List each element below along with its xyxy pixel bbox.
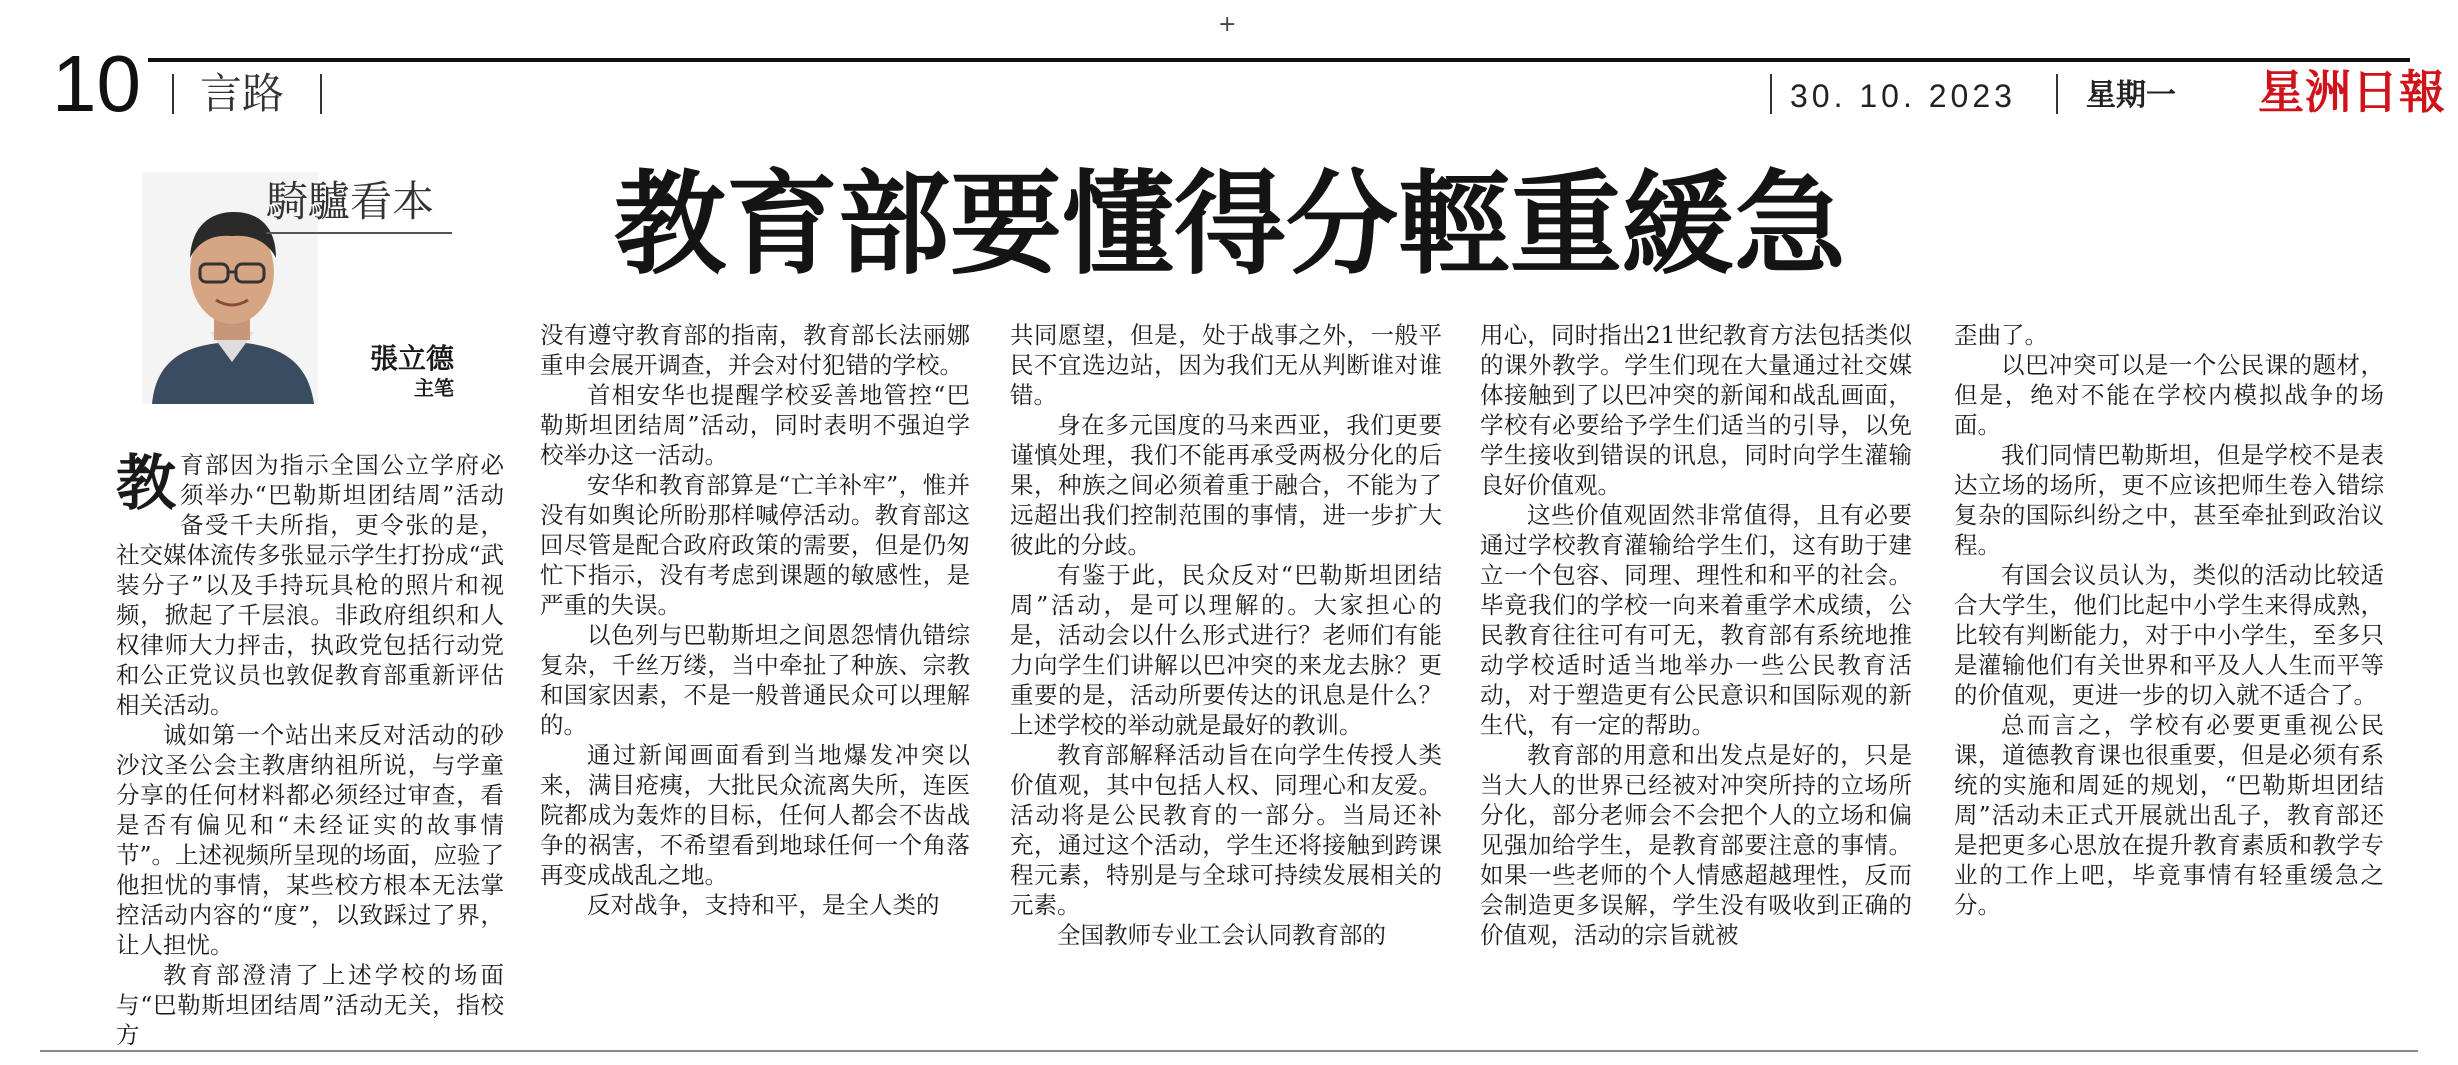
headline: 教育部要懂得分輕重緩急 bbox=[614, 159, 1846, 290]
paragraph: 以巴冲突可以是一个公民课的题材，但是，绝对不能在学校内模拟战争的场面。 bbox=[1954, 351, 2384, 439]
section-title: 言路 bbox=[200, 69, 285, 118]
article-column-5 bbox=[1954, 320, 2384, 920]
top-rule bbox=[148, 58, 2410, 62]
paragraph: 诚如第一个站出来反对活动的砂沙汶圣公会主教唐纳祖所说，与学童分享的任何材料都必须经过审查，看是否有偏见和“未经证实的故事情节”。上述视频所呈现的场面，应验了他担忧的事情，某些校方根本无法掌控活动内容的“度”，以致踩过了界，让人担忧。 bbox=[116, 721, 505, 959]
divider bbox=[172, 74, 174, 114]
drop-cap: 教 bbox=[116, 449, 176, 519]
article-column-2 bbox=[540, 320, 970, 920]
paragraph: 教育部澄清了上述学校的场面与“巴勒斯坦团结周”活动无关，指校方 bbox=[116, 961, 504, 1049]
article-column-4 bbox=[1480, 320, 1912, 950]
paragraph: 以色列与巴勒斯坦之间恩怨情仇错综复杂，千丝万缕，当中牵扯了种族、宗教和国家因素，不是一般普通民众可以理解的。 bbox=[540, 621, 970, 739]
divider bbox=[1770, 74, 1772, 114]
masthead-logo: 星洲日報 bbox=[2258, 65, 2446, 119]
column-name-underline bbox=[266, 232, 452, 234]
paragraph: 教育部的用意和出发点是好的，只是当大人的世界已经被对冲突所持的立场所分化，部分老师会不会把个人的立场和偏见强加给学生，是教育部要注意的事情。如果一些老师的个人情感超越理性，反而会制造更多误解，学生没有吸收到正确的价值观，活动的宗旨就被 bbox=[1480, 741, 1912, 949]
paragraph: 歪曲了。 bbox=[1954, 321, 2048, 349]
paragraph: 这些价值观固然非常值得，且有必要通过学校教育灌输给学生们，这有助于建立一个包容、同理、理性和和平的社会。毕竟我们的学校一向来着重学术成绩，公民教育往往可有可无，教育部有系统地推动学校适时适当地举办一些公民教育活动，对于塑造更有公民意识和国际观的新生代，有一定的帮助。 bbox=[1480, 501, 1912, 739]
divider bbox=[320, 74, 322, 114]
paragraph: 有国会议员认为，类似的活动比较适合大学生，他们比起中小学生来得成熟，比较有判断能力，对于中小学生，至多只是灌输他们有关世界和平及人人生而平等的价值观，更进一步的切入就不适合了。 bbox=[1954, 561, 2384, 709]
paragraph: 安华和教育部算是“亡羊补牢”，惟并没有如舆论所盼那样喊停活动。教育部这回尽管是配合政府政策的需要，但是仍匆忙下指示，没有考虑到课题的敏感性，是严重的失误。 bbox=[540, 471, 970, 619]
bottom-rule bbox=[40, 1050, 2418, 1052]
author-name: 張立德 bbox=[369, 342, 454, 375]
weekday: 星期一 bbox=[2086, 78, 2176, 113]
paragraph: 共同愿望，但是，处于战事之外，一般平民不宜选边站，因为我们无从判断谁对谁错。 bbox=[1010, 321, 1442, 409]
paragraph: 总而言之，学校有必要更重视公民课，道德教育课也很重要，但是必须有系统的实施和周延的规划，“巴勒斯坦团结周”活动未正式开展就出乱子，教育部还是把更多心思放在提升教育素质和教学专业的工作上吧，毕竟事情有轻重缓急之分。 bbox=[1954, 711, 2384, 919]
paragraph: 全国教师专业工会认同教育部的 bbox=[1057, 921, 1386, 949]
paragraph: 教育部因为指示全国公立学府必须举办“巴勒斯坦团结周”活动备受千夫所指，更令张的是，社交媒体流传多张显示学生打扮成“武装分子”以及手持玩具枪的照片和视频，掀起了千层浪。非政府组织和人权律师大力抨击，执政党包括行动党和公正党议员也敦促教育部重新评估相关活动。 bbox=[116, 449, 505, 719]
paragraph: 教育部解释活动旨在向学生传授人类价值观，其中包括人权、同理心和友爱。活动将是公民教育的一部分。当局还补充，通过这个活动，学生还将接触到跨课程元素，特别是与全球可持续发展相关的元素。 bbox=[1010, 741, 1442, 919]
crop-mark: + bbox=[1218, 12, 1237, 37]
paragraph: 有鉴于此，民众反对“巴勒斯坦团结周”活动，是可以理解的。大家担心的是，活动会以什么形式进行？老师们有能力向学生们讲解以巴冲突的来龙去脉？更重要的是，活动所要传达的讯息是什么？上述学校的举动就是最好的教训。 bbox=[1010, 561, 1442, 739]
page-number: 10 bbox=[52, 39, 141, 128]
issue-date: 30. 10. 2023 bbox=[1790, 78, 2016, 114]
author-role: 主笔 bbox=[414, 376, 454, 400]
paragraph: 首相安华也提醒学校妥善地管控“巴勒斯坦团结周”活动，同时表明不强迫学校举办这一活动。 bbox=[540, 381, 970, 469]
article-column-3 bbox=[1010, 320, 1442, 950]
paragraph: 通过新闻画面看到当地爆发冲突以来，满目疮痍，大批民众流离失所，连医院都成为轰炸的目标，任何人都会不齿战争的祸害，不希望看到地球任何一个角落再变成战乱之地。 bbox=[540, 741, 970, 889]
paragraph: 身在多元国度的马来西亚，我们更要谨慎处理，我们不能再承受两极分化的后果，种族之间必须着重于融合，不能为了远超出我们控制范围的事情，进一步扩大彼此的分歧。 bbox=[1010, 411, 1442, 559]
paragraph: 我们同情巴勒斯坦，但是学校不是表达立场的场所，更不应该把师生卷入错综复杂的国际纠纷之中，甚至牵扯到政治议程。 bbox=[1954, 441, 2384, 559]
paragraph: 用心，同时指出21世纪教育方法包括类似的课外教学。学生们现在大量通过社交媒体接触到了以巴冲突的新闻和战乱画面，学校有必要给予学生们适当的引导，以免学生接收到错误的讯息，同时向学生灌输良好价值观。 bbox=[1480, 321, 1912, 499]
column-name: 騎驢看本 bbox=[266, 177, 435, 226]
divider bbox=[2056, 74, 2058, 114]
paragraph: 反对战争，支持和平，是全人类的 bbox=[587, 891, 940, 919]
article-column-1 bbox=[116, 450, 504, 1050]
paragraph: 没有遵守教育部的指南，教育部长法丽娜重申会展开调查，并会对付犯错的学校。 bbox=[540, 321, 970, 379]
